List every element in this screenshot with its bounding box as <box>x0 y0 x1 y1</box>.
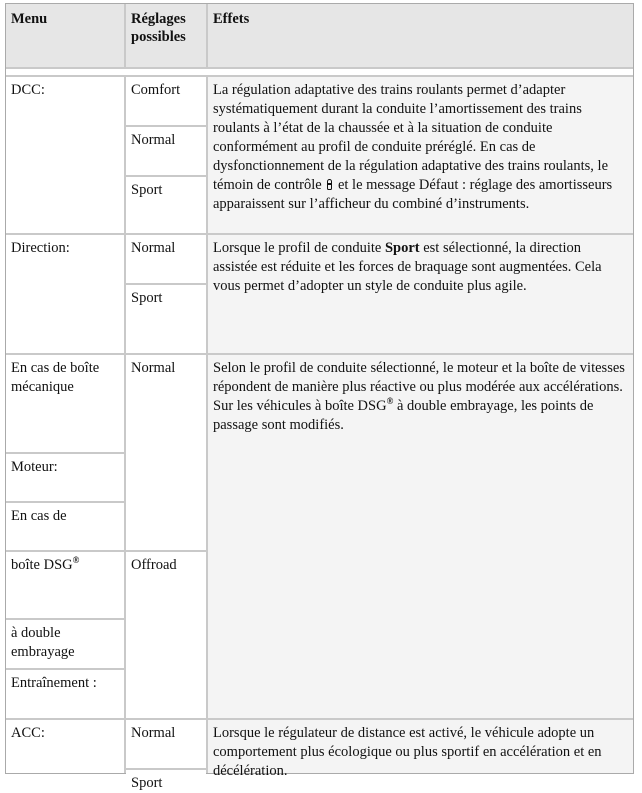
menu-moteur-line-4 <box>6 552 124 618</box>
warning-lamp-icon <box>327 179 332 190</box>
option-dcc-sport <box>126 177 206 233</box>
drive-profile-table <box>5 3 634 791</box>
option-text: Offroad <box>131 557 177 573</box>
effect-direction-bold: Sport <box>384 240 420 256</box>
menu-moteur-text: à double embrayage <box>11 625 75 660</box>
option-text: Normal <box>131 725 176 741</box>
menu-moteur-text: Moteur: <box>11 459 58 475</box>
option-text: Comfort <box>131 82 181 98</box>
option-acc-normal <box>126 720 206 768</box>
menu-moteur-line-6 <box>6 670 124 718</box>
option-text: Normal <box>131 360 176 376</box>
effect-acc-text: Lorsque le régulateur de distance est activé, le véhicule adopte un comportement plus écologique ou plus sportif en accélération et en décélération. <box>213 725 602 779</box>
option-direction-sport <box>126 285 206 353</box>
menu-moteur-text: boîte DSG <box>11 557 73 573</box>
option-direction-normal <box>126 235 206 283</box>
menu-acc <box>6 720 124 773</box>
header-spacer <box>6 69 633 75</box>
effect-moteur <box>208 355 633 718</box>
menu-direction <box>6 235 124 353</box>
menu-moteur-text: En cas de boîte mécanique <box>11 360 100 395</box>
effect-dcc <box>208 77 633 233</box>
header-reglages-line1: Réglages <box>131 11 186 27</box>
option-moteur-offroad <box>126 552 206 718</box>
effect-moteur-text-2: à double embrayage, les points de passage sont modifiés. <box>213 398 594 433</box>
option-dcc-normal <box>126 127 206 175</box>
option-text: Sport <box>131 290 163 306</box>
effect-direction-text-2: est sélectionné, la direction assistée est réduite et les forces de braquage sont augmentées. Cela vous permet d’adopter un style de conduite plus agile. <box>213 240 602 294</box>
effect-direction <box>208 235 633 353</box>
menu-moteur-line-2 <box>6 454 124 501</box>
header-menu <box>6 4 124 67</box>
menu-moteur-line-1 <box>6 355 124 452</box>
menu-moteur-text: En cas de <box>11 508 67 524</box>
option-moteur-normal <box>126 355 206 550</box>
menu-acc-text: ACC: <box>11 725 45 741</box>
effect-moteur-text-1: Selon le profil de conduite sélectionné, le moteur et la boîte de vitesses répondent de manière plus réactive ou plus modérée aux accélérations. Sur les véhicules à boîte DSG <box>213 360 625 414</box>
header-menu-text: Menu <box>11 11 48 27</box>
header-reglages-line2: possibles <box>131 29 186 45</box>
effect-direction-text-1: Lorsque le profil de conduite <box>213 240 385 256</box>
option-text: Sport <box>131 775 163 791</box>
option-text: Normal <box>131 240 176 256</box>
option-text: Normal <box>131 132 176 148</box>
header-effets <box>208 4 633 67</box>
effect-dcc-text-1: La régulation adaptative des trains roulants permet d’adapter systématiquement durant la conduite l’amortissement des trains roulants à l’état de la chaussée et à la situation de conduite conformément au profil de conduite préréglé. En cas de dysfonctionnement de la régulation adaptative des trains roulants, le témoin de contrôle <box>213 82 609 193</box>
menu-moteur-line-5 <box>6 620 124 668</box>
effect-dcc-text-2: et le message Défaut : réglage des amortisseurs apparaissent sur l’afficheur du combiné d’instruments. <box>213 177 613 212</box>
menu-direction-text: Direction: <box>11 240 70 256</box>
registered-mark: ® <box>386 396 394 407</box>
option-dcc-comfort <box>126 77 206 125</box>
menu-moteur-text: Entraînement : <box>11 675 97 691</box>
menu-moteur-line-3 <box>6 503 124 550</box>
effect-acc <box>208 720 633 779</box>
header-reglages <box>126 4 206 67</box>
header-effets-text: Effets <box>213 11 250 27</box>
menu-dcc <box>6 77 124 233</box>
registered-mark: ® <box>72 555 80 566</box>
option-text: Sport <box>131 182 163 198</box>
menu-dcc-text: DCC: <box>11 82 45 98</box>
option-acc-sport <box>126 770 206 791</box>
